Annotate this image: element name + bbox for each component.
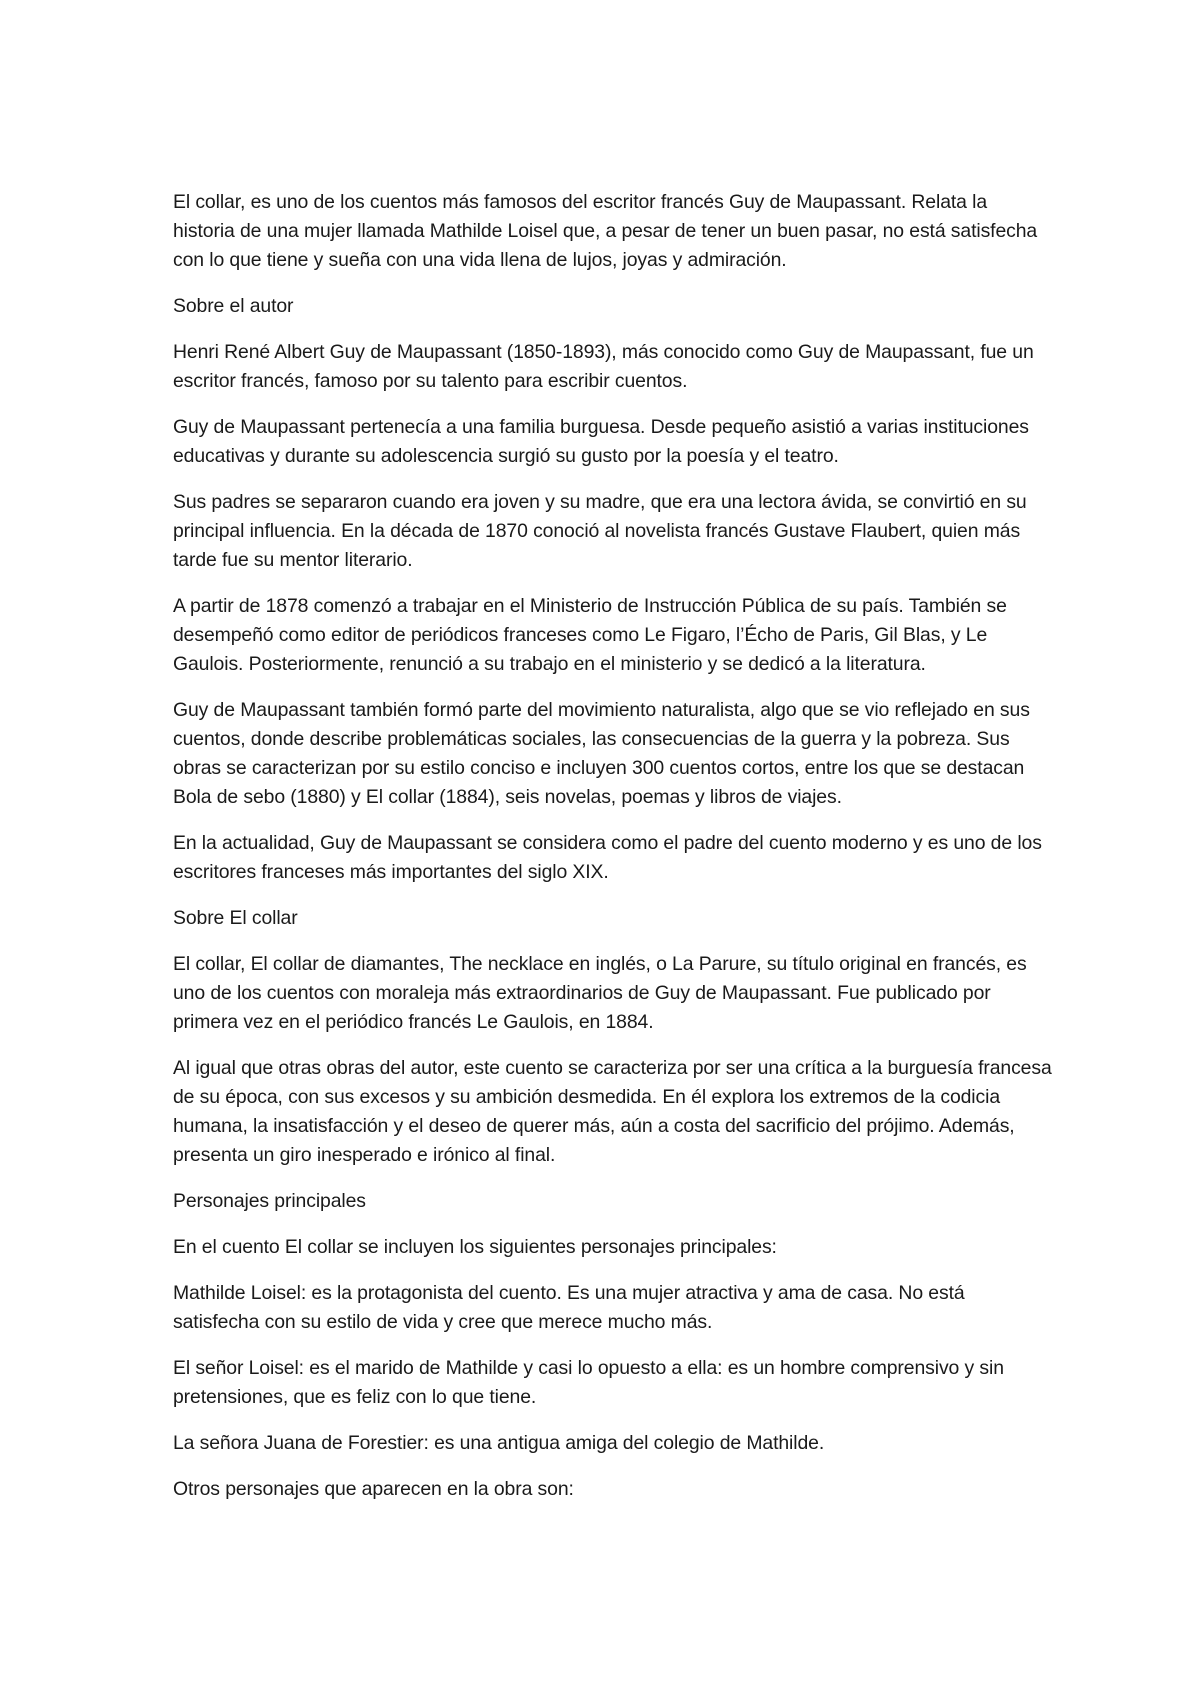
paragraph-collar-critique: Al igual que otras obras del autor, este cuento se caracteriza por ser una crítica a la burguesía francesa de su época, con sus excesos y su ambición desmedida. En él explora los extremos de la codicia humana, la insatisfacción y el deseo de querer más, aún a costa del sacrificio del prójimo. Además, presenta un giro inesperado e irónico al final. (173, 1057, 1052, 1166)
intro-paragraph: El collar, es uno de los cuentos más famosos del escritor francés Guy de Maupassant. Relata la historia de una mujer llamada Mathilde Loisel que, a pesar de tener un buen pasar, no está satisfecha con lo que tiene y sueña con una vida llena de lujos, joyas y admiración. (173, 191, 1038, 271)
paragraph-parents: Sus padres se separaron cuando era joven y su madre, que era una lectora ávida, se convirtió en su principal influencia. En la década de 1870 conoció al novelista francés Gustave Flaubert, quien más tarde fue su mentor literario. (173, 491, 1027, 571)
section-heading-collar: Sobre El collar (173, 907, 298, 929)
paragraph-author-bio: Henri René Albert Guy de Maupassant (1850-1893), más conocido como Guy de Maupassant, fue un escritor francés, famoso por su talento para escribir cuentos. (173, 341, 1034, 392)
paragraph-character-loisel: El señor Loisel: es el marido de Mathilde y casi lo opuesto a ella: es un hombre comprensivo y sin pretensiones, que es feliz con lo que tiene. (173, 1357, 1004, 1408)
paragraph-collar-titles: El collar, El collar de diamantes, The necklace en inglés, o La Parure, su título original en francés, es uno de los cuentos con moraleja más extraordinarios de Guy de Maupassant. Fue publicado por primera vez en el periódico francés Le Gaulois, en 1884. (173, 953, 1027, 1033)
paragraph-character-mathilde: Mathilde Loisel: es la protagonista del cuento. Es una mujer atractiva y ama de casa. No está satisfecha con su estilo de vida y cree que merece mucho más. (173, 1282, 965, 1333)
paragraph-character-forestier: La señora Juana de Forestier: es una antigua amiga del colegio de Mathilde. (173, 1432, 825, 1454)
document-page (173, 188, 1053, 1521)
section-heading-author: Sobre el autor (173, 295, 294, 317)
paragraph-legacy: En la actualidad, Guy de Maupassant se considera como el padre del cuento moderno y es uno de los escritores franceses más importantes del siglo XIX. (173, 832, 1042, 883)
section-heading-characters: Personajes principales (173, 1190, 366, 1212)
paragraph-family: Guy de Maupassant pertenecía a una familia burguesa. Desde pequeño asistió a varias instituciones educativas y durante su adolescencia surgió su gusto por la poesía y el teatro. (173, 416, 1029, 467)
paragraph-other-characters: Otros personajes que aparecen en la obra son: (173, 1478, 574, 1500)
paragraph-naturalism: Guy de Maupassant también formó parte del movimiento naturalista, algo que se vio reflejado en sus cuentos, donde describe problemáticas sociales, las consecuencias de la guerra y la pobreza. Sus obras se caracterizan por su estilo conciso e incluyen 300 cuentos cortos, entre los que se destacan Bola de sebo (1880) y El collar (1884), seis novelas, poemas y libros de viajes. (173, 699, 1030, 808)
paragraph-career: A partir de 1878 comenzó a trabajar en el Ministerio de Instrucción Pública de su país. También se desempeñó como editor de periódicos franceses como Le Figaro, l’Écho de Paris, Gil Blas, y Le Gaulois. Posteriormente, renunció a su trabajo en el ministerio y se dedicó a la literatura. (173, 595, 1007, 675)
paragraph-characters-intro: En el cuento El collar se incluyen los siguientes personajes principales: (173, 1236, 777, 1258)
